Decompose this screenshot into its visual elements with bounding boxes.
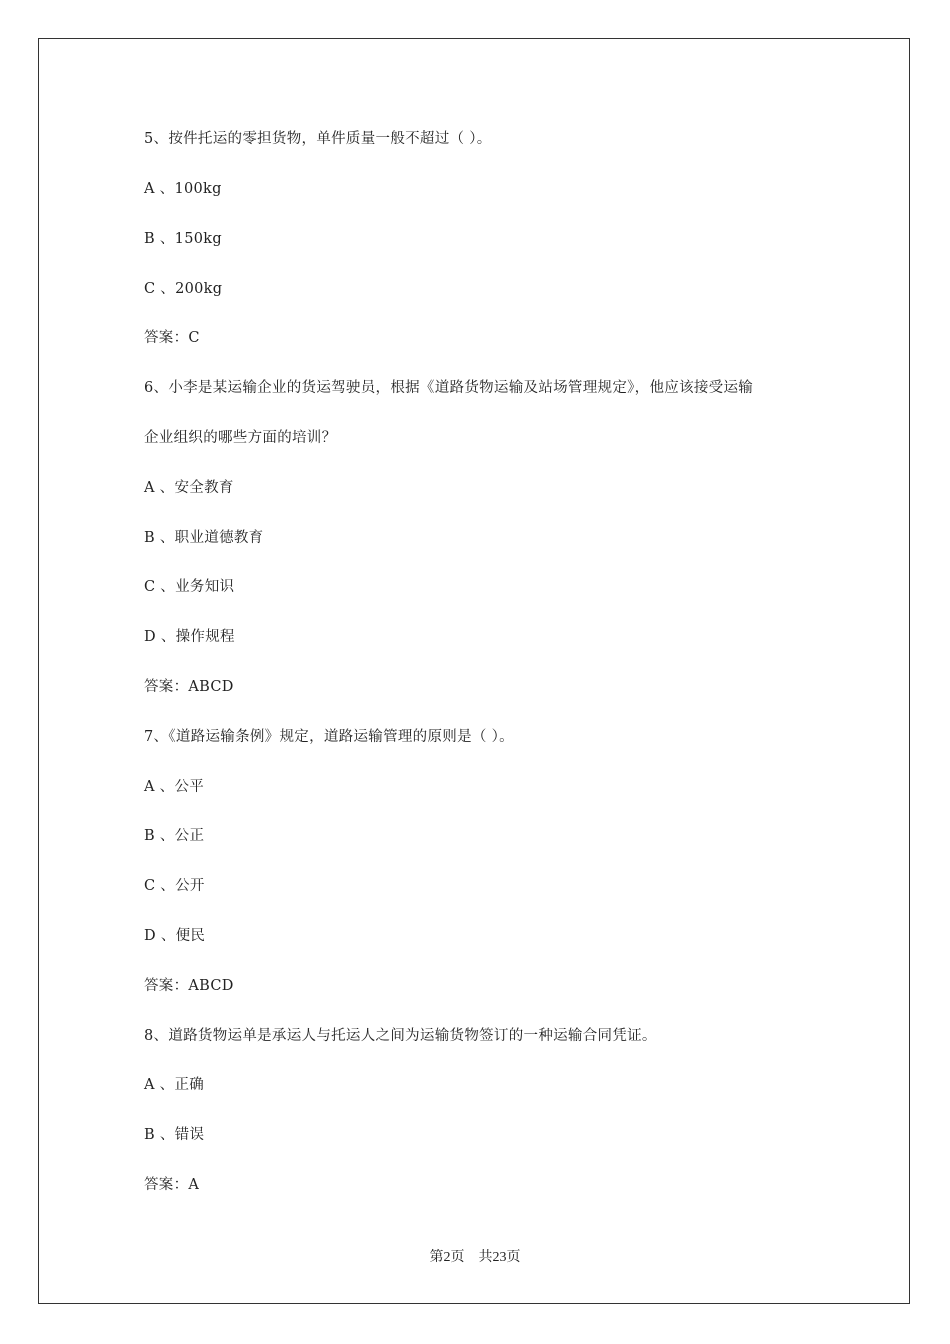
question-8-option-b: B 、错误 (144, 1127, 205, 1143)
question-7-answer: 答案：ABCD (144, 978, 234, 994)
question-6-option-c: C 、业务知识 (144, 579, 235, 595)
page-border (38, 38, 910, 1304)
question-7-option-d: D 、便民 (144, 928, 206, 944)
total-pages: 共23页 (478, 1250, 521, 1265)
question-7-stem: 7、《道路运输条例》规定，道路运输管理的原则是（ ）。 (144, 729, 514, 745)
question-5-option-b: B 、150kg (144, 231, 222, 247)
question-7-option-a: A 、公平 (144, 779, 205, 795)
question-5-answer: 答案：C (144, 330, 200, 346)
page-number: 第2页 (429, 1250, 465, 1265)
question-5-stem: 5、按件托运的零担货物，单件质量一般不超过（ ）。 (144, 131, 492, 147)
page-footer (0, 1248, 950, 1268)
question-5-option-a: A 、100kg (144, 181, 222, 197)
question-6-stem-line-1: 6、小李是某运输企业的货运驾驶员，根据《道路货物运输及站场管理规定》，他应该接受运输 (144, 380, 754, 396)
question-6-option-a: A 、安全教育 (144, 480, 234, 496)
question-7-option-c: C 、公开 (144, 878, 205, 894)
question-6-stem-line-2: 企业组织的哪些方面的培训？ (144, 430, 337, 446)
question-7-option-b: B 、公正 (144, 828, 205, 844)
question-8-option-a: A 、正确 (144, 1077, 205, 1093)
question-6-option-d: D 、操作规程 (144, 629, 235, 645)
question-6-answer: 答案：ABCD (144, 679, 234, 695)
question-5-option-c: C 、200kg (144, 281, 223, 297)
question-6-option-b: B 、职业道德教育 (144, 530, 264, 546)
question-8-answer: 答案：A (144, 1177, 200, 1193)
question-8-stem: 8、道路货物运单是承运人与托运人之间为运输货物签订的一种运输合同凭证。 (144, 1028, 657, 1044)
